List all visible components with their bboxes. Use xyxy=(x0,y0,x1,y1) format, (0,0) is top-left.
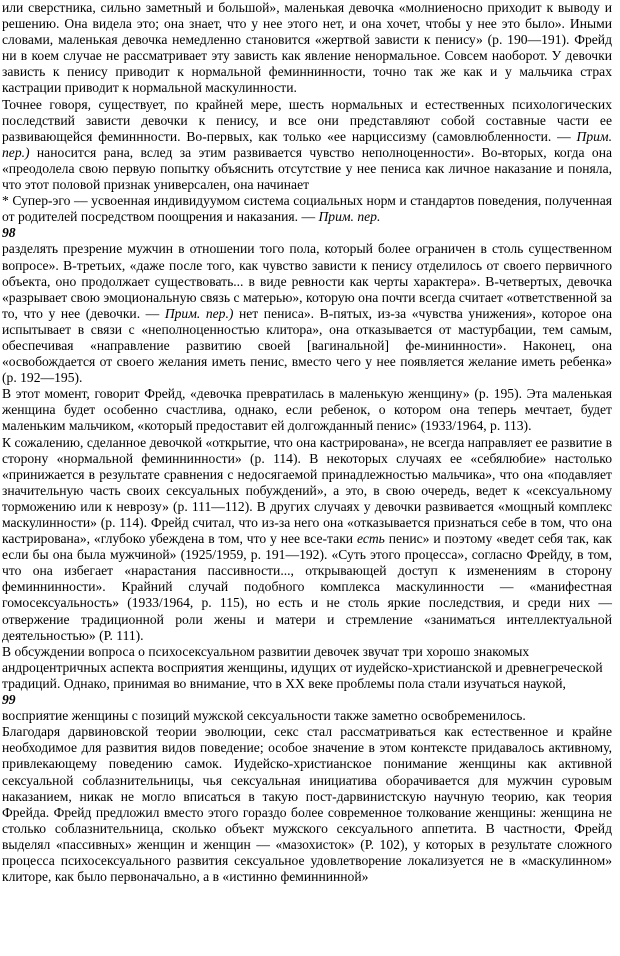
paragraph: восприятие женщины с позиций мужской сексуальности также заметно освобременилось. xyxy=(2,708,526,724)
footnote: * Супер-эго — усвоенная индивидуумом система социальных норм и стандартов поведения, полученная от родителей посредством поощрения и наказания. — Прим. пер. xyxy=(2,193,612,225)
paragraph: Точнее говоря, существует, по крайней мере, шесть нормальных и естественных психологических последствий зависти девочки к пенису, и все они представляют собой составные части ее развивающейся феминнности. Во-первых, как только «ее нарциссизму (самовлюбленности. — Прим. пер.) наносится рана, вслед за этим развивается чувство неполноценности». Во-вторых, когда она «преодолела свою первую попытку объяснить отсутствие у нее пениса как личное наказание и поняла, что этот половой признак универсален, она начинает xyxy=(2,96,612,193)
page-number-98: 98 xyxy=(2,225,16,241)
paragraph: В этот момент, говорит Фрейд, «девочка превратилась в маленькую женщину» (р. 195). Эта маленькая женщина будет особенно счастлива, однако, если ребенок, о котором она теперь мечтает, будет маленьким мальчиком, «который предоставит ей долгожданный пенис» (1933/1964, р. 113). xyxy=(2,386,612,434)
paragraph: В обсуждении вопроса о психосексуальном развитии девочек звучат три хорошо знакомых андроцентричных аспекта восприятия женщины, идущих от иудейско-христианской и древнегреческой традиций. Однако, принимая во внимание, что в XX веке проблемы пола стали изучаться наукой, xyxy=(2,643,603,691)
page-number-99: 99 xyxy=(2,692,16,708)
paragraph: разделять презрение мужчин в отношении того пола, который более ограничен в столь существенном вопросе». В-третьих, «даже после того, как чувство зависти к пенису отделилось от своего первичного объекта, оно продолжает существовать... в виде ревности как черты характера». В-четвертых, девочка «разрывает свою эмоциональную связь с матерью», которую она почти всегда считает «ответственной за то, что у нее (девочки. — Прим. пер.) нет пениса». В-пятых, из-за «чувства унижения», которое она испытывает в связи с «неполноценностью клитора», она отказывается от мастурбации, тем самым, обеспечивая «направление развитию своей [вагинальной] фе-мининности». Наконец, она «освобождается от своего желания иметь пенис, вместо чего у нее появляется желание иметь ребенка» (р. 192—195). xyxy=(2,241,612,386)
paragraph: Благодаря дарвиновской теории эволюции, секс стал рассматриваться как естественное и крайне необходимое для развития видов поведение; особое значение в этом контексте придавалось активному, привлекающему поведению самок. Иудейско-христианское понимание женщины как активной сексуальной соблазнительницы, чья сексуальная инициатива оборачивается для мужчин суровым наказанием, никак не могло вписаться в такую пост-дарвинистскую научную теорию, как теория Фрейда. Фрейд предложил вместо этого гораздо более современное толкование женщины: женщина не столько соблазнительница, сколько объект мужского сексуального аппетита. В частности, Фрейд выделял «пассивных» женщин и женщин — «мазохисток» (Р. 102), у которых в результате сложного процесса психосексуального развития сексуальное удовлетворение локализуется не в «маскулинном» клиторе, как было первоначально, а в «истинно феминнинной» xyxy=(2,724,612,885)
paragraph: К сожалению, сделанное девочкой «открытие, что она кастрирована», не всегда направляет ее развитие в сторону «нормальной феминнинности» (р. 114). В некоторых случаях ее «себялюбие» настолько «принижается в результате сравнения с недосягаемой принадлежностью мальчика», что она «подавляет значительную часть своих сексуальных побуждений», а это, в свою очередь, ведет к «сексуальному торможению или к неврозу» (р. 111—112). В других случаях у девочки развивается «мощный комплекс маскулинности» (р. 114). Фрейд считал, что из-за него она «отказывается признаться себе в том, что она кастрирована», «глубоко убеждена в том, что у нее все-таки есть пенис» и поэтому «ведет себя так, как если бы она была мужчиной» (1925/1959, р. 191—192). «Суть этого процесса», согласно Фрейду, в том, что она избегает «нарастания пассивности..., открывающей доступ к изменениям в сторону феминнинности». Крайний случай подобного комплекса маскулинности — «манифестная гомосексуальность» (1933/1964, р. 115), но есть и не столь яркие последствия, и среди них — отвержение традиционной роли жены и матери и стремление «заниматься интеллектуальной деятельностью» (Р. 111). xyxy=(2,434,612,643)
paragraph: или сверстника, сильно заметный и большой», маленькая девочка «молниеносно приходит к выводу и решению. Она видела это; она знает, что у нее этого нет, и она хочет, чтобы у нее это было». Иными словами, маленькая девочка немедленно становится «жертвой зависти к пенису» (р. 190—191). Фрейд ни в коем случае не рассматривает эту зависть как явление ненормальное. Совсем наоборот. У девочки зависть к пенису приводит к нормальной феминнинности, точно так же как и у мальчика страх кастрации приводит к нормальной маскулинности. xyxy=(2,0,612,96)
